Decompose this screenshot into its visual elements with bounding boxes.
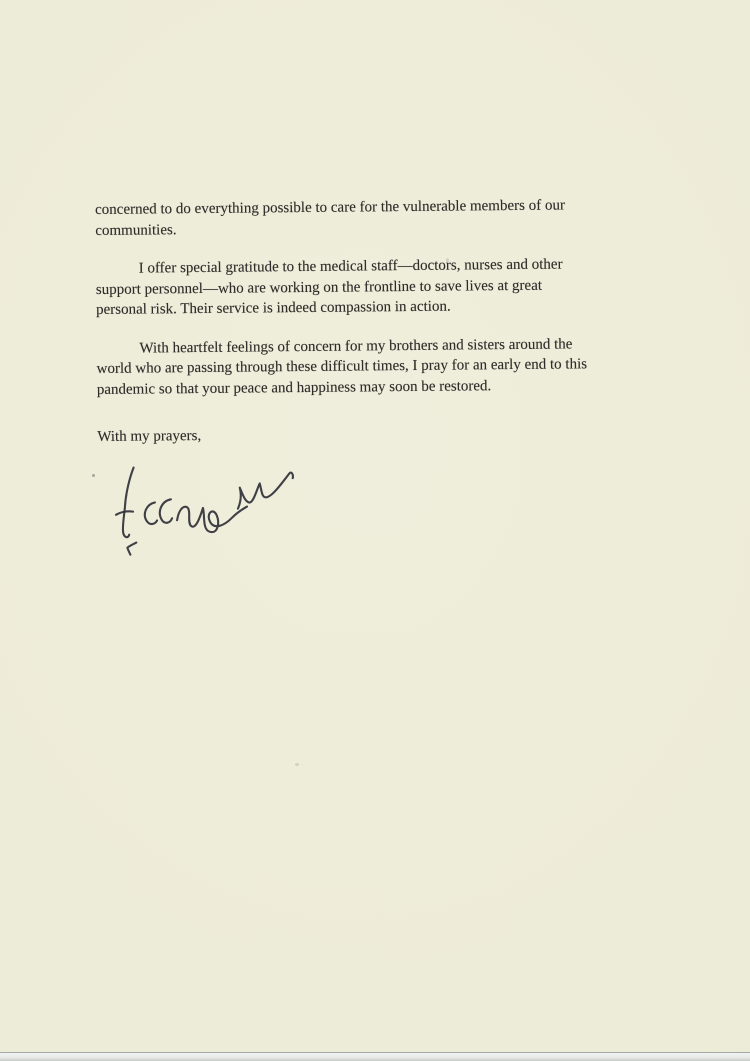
text-line: concerned to do everything possible to care for the vulnerable members of our: [95, 197, 565, 218]
text-line: pandemic so that your peace and happiness may soon be restored.: [96, 377, 492, 398]
paragraph-2: [96, 253, 697, 320]
text-line: support personnel—who are working on the frontline to save lives at great: [95, 277, 543, 298]
scan-speck: [446, 258, 449, 263]
text-line: With heartfelt feelings of concern for my brothers and sisters around the: [139, 335, 573, 357]
text-line: communities.: [95, 221, 177, 239]
ink-dot: [92, 474, 95, 477]
closing-salutation: With my prayers,: [97, 427, 202, 445]
text-line: I offer special gratitude to the medical staff—doctors, nurses and other: [138, 256, 563, 277]
text-line: personal risk. Their service is indeed compassion in action.: [95, 298, 451, 318]
paragraph-3: [96, 333, 697, 400]
paragraph-1: [95, 194, 695, 241]
text-line: world who are passing through these difficult times, I pray for an early end to this: [96, 356, 588, 377]
scan-speck: [295, 763, 299, 766]
scanner-edge-strip: [0, 1052, 750, 1061]
letter-body: [95, 194, 698, 561]
signature: [99, 460, 305, 562]
